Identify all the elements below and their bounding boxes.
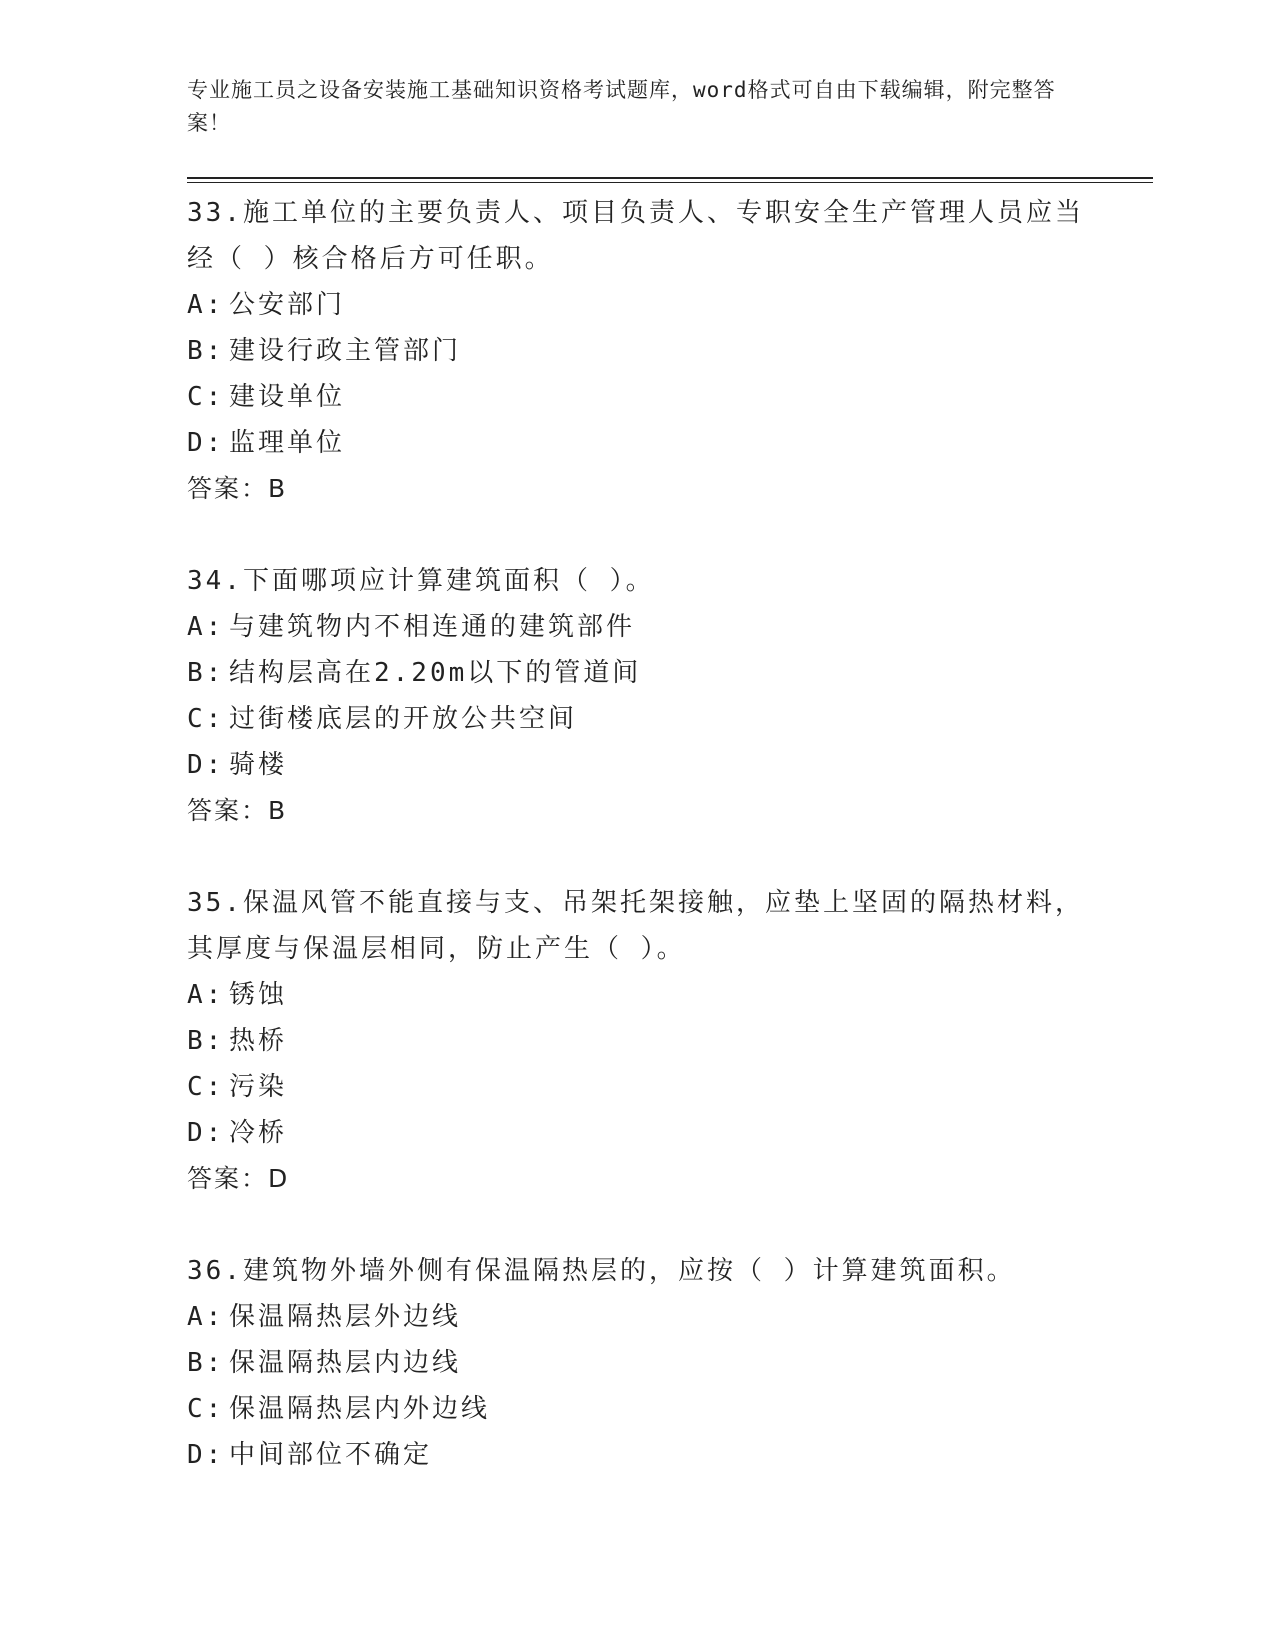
option-key: D: — [187, 750, 225, 780]
option-a — [187, 972, 1087, 1018]
option-d — [187, 420, 1087, 466]
option-key: D: — [187, 1440, 225, 1470]
option-text: 骑楼 — [229, 750, 288, 780]
option-text: 公安部门 — [229, 290, 346, 320]
option-key: B: — [187, 1026, 225, 1056]
option-text: 冷桥 — [229, 1118, 288, 1148]
question-34 — [187, 558, 1087, 834]
option-d — [187, 1110, 1087, 1156]
option-key: A: — [187, 980, 225, 1010]
option-d — [187, 742, 1087, 788]
question-33 — [187, 190, 1087, 512]
option-key: C: — [187, 1394, 225, 1424]
option-key: D: — [187, 428, 225, 458]
option-text: 与建筑物内不相连通的建筑部件 — [229, 612, 636, 642]
option-key: A: — [187, 290, 225, 320]
option-text: 保温隔热层外边线 — [229, 1302, 462, 1332]
option-key: C: — [187, 704, 225, 734]
option-text: 保温隔热层内边线 — [229, 1348, 462, 1378]
option-key: A: — [187, 612, 225, 642]
question-list — [187, 190, 1087, 1524]
option-key: C: — [187, 382, 225, 412]
answer-line: 答案：B — [187, 474, 288, 503]
option-text: 中间部位不确定 — [229, 1440, 433, 1470]
option-text: 建设单位 — [229, 382, 346, 412]
option-text: 结构层高在2.20m以下的管道间 — [229, 658, 642, 688]
option-text: 过街楼底层的开放公共空间 — [229, 704, 578, 734]
option-b — [187, 650, 1087, 696]
option-key: D: — [187, 1118, 225, 1148]
option-b — [187, 328, 1087, 374]
option-a — [187, 282, 1087, 328]
question-stem: 36.建筑物外墙外侧有保温隔热层的，应按（ ）计算建筑面积。 — [187, 1256, 1016, 1286]
option-text: 监理单位 — [229, 428, 346, 458]
option-key: B: — [187, 658, 225, 688]
option-text: 锈蚀 — [229, 980, 288, 1010]
option-c — [187, 374, 1087, 420]
option-a — [187, 1294, 1087, 1340]
answer-line: 答案：B — [187, 796, 288, 825]
option-b — [187, 1018, 1087, 1064]
option-a — [187, 604, 1087, 650]
option-text: 污染 — [229, 1072, 288, 1102]
option-text: 保温隔热层内外边线 — [229, 1394, 491, 1424]
option-key: B: — [187, 336, 225, 366]
answer-line: 答案：D — [187, 1164, 290, 1193]
option-text: 建设行政主管部门 — [229, 336, 462, 366]
option-text: 热桥 — [229, 1026, 288, 1056]
question-stem: 35.保温风管不能直接与支、吊架托架接触，应垫上坚固的隔热材料，其厚度与保温层相同，防止产生（ ）。 — [187, 888, 1084, 964]
option-c — [187, 1064, 1087, 1110]
option-key: C: — [187, 1072, 225, 1102]
question-36 — [187, 1248, 1087, 1478]
question-stem: 33.施工单位的主要负责人、项目负责人、专职安全生产管理人员应当经（ ）核合格后方可任职。 — [187, 198, 1084, 274]
header-divider-thin — [187, 182, 1153, 183]
option-d — [187, 1432, 1087, 1478]
question-stem: 34.下面哪项应计算建筑面积（ ）。 — [187, 566, 655, 596]
option-c — [187, 696, 1087, 742]
option-key: B: — [187, 1348, 225, 1378]
option-c — [187, 1386, 1087, 1432]
option-b — [187, 1340, 1087, 1386]
option-key: A: — [187, 1302, 225, 1332]
header-divider-thick — [187, 177, 1153, 179]
document-header: 专业施工员之设备安装施工基础知识资格考试题库，word格式可自由下载编辑，附完整答案！ — [187, 78, 1056, 135]
question-35 — [187, 880, 1087, 1202]
